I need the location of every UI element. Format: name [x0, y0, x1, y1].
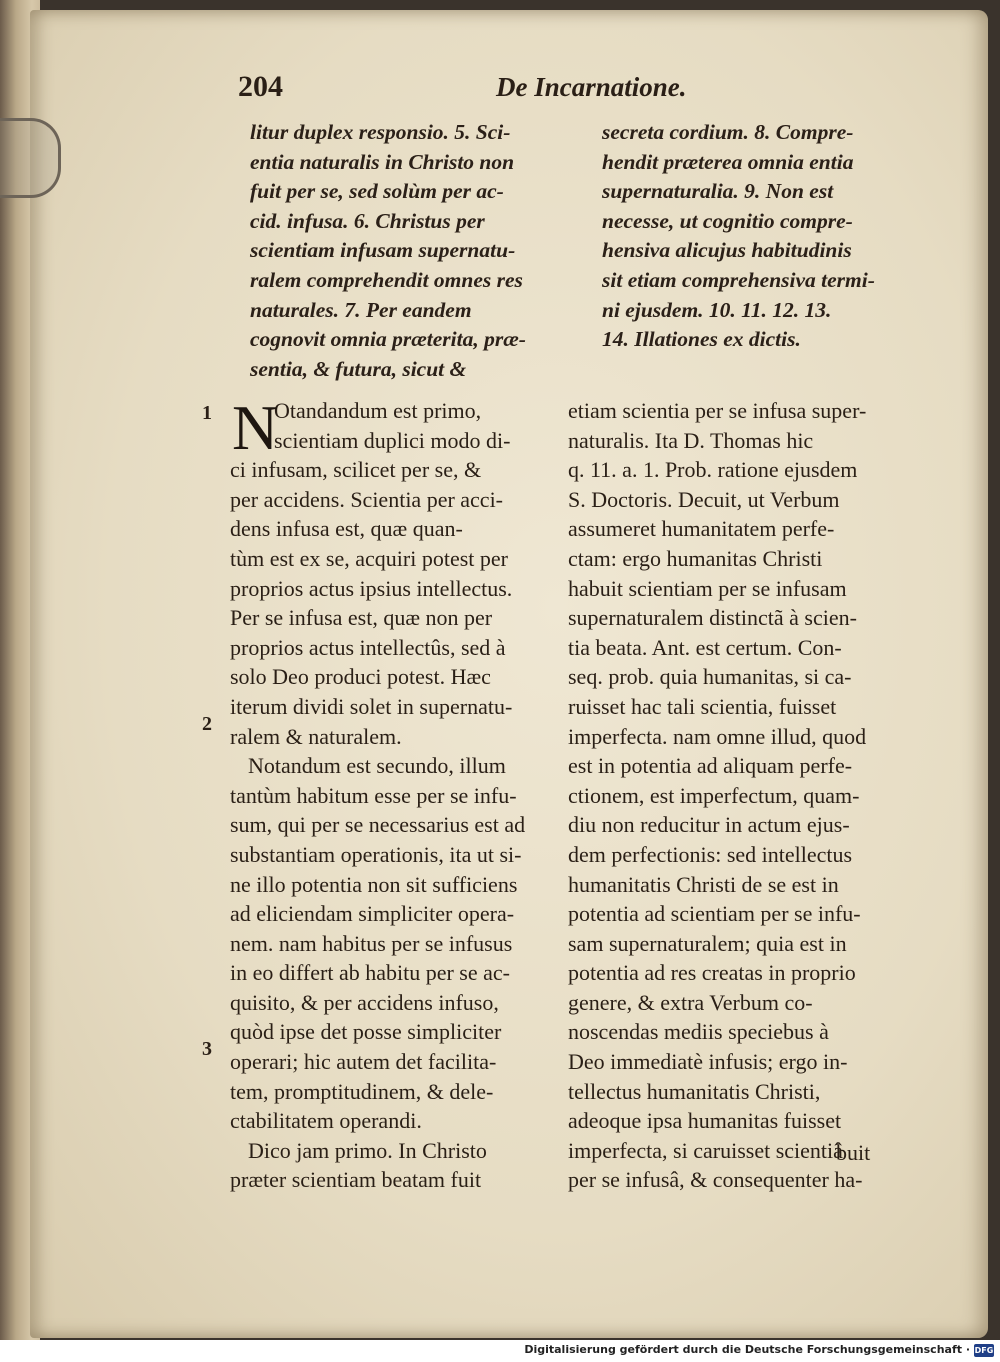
text-line: Deo immediatè infusis; ergo in-: [568, 1049, 848, 1075]
text-line: ruisset hac tali scientia, fuisset: [568, 693, 837, 719]
text-line: genere, & extra Verbum co-: [568, 989, 813, 1015]
text-line: etiam scientia per se infusa super-: [568, 398, 867, 423]
text-line: solo Deo produci potest. Hæc: [230, 664, 491, 690]
text-line: Otandandum est primo,: [274, 398, 482, 423]
text-line: seq. prob. quia humanitas, si ca-: [568, 664, 852, 690]
text-column-left: [230, 392, 542, 1195]
text-line: Per se infusa est, quæ non per: [230, 605, 493, 631]
text-line: fuit per se, sed solùm per ac-: [250, 179, 504, 204]
text-line: tùm est ex se, acquiri potest per: [230, 545, 508, 571]
page-clip: [0, 118, 61, 198]
text-line: imperfecta, si caruisset scientiâ: [568, 1137, 843, 1163]
text-line: quòd ipse det posse simpliciter: [230, 1019, 502, 1045]
text-line: tantùm habitum esse per se infu-: [230, 782, 517, 808]
text-line: entia naturalis in Christo non: [250, 149, 515, 174]
page-number: 204: [238, 70, 283, 103]
text-line: habuit scientiam per se infusam: [568, 575, 847, 601]
footer-bar: [0, 1340, 1000, 1362]
text-line: scientiam duplici modo di-: [274, 427, 511, 453]
text-line: S. Doctoris. Decuit, ut Verbum: [568, 486, 840, 512]
text-line: ctabilitatem operandi.: [230, 1108, 422, 1134]
text-line: ne illo potentia non sit sufficiens: [230, 871, 518, 897]
text-line: humanitatis Christi de se est in: [568, 871, 839, 897]
running-title: De Incarnatione.: [496, 72, 687, 102]
text-line: naturales. 7. Per eandem: [250, 297, 472, 322]
text-line: cid. infusa. 6. Christus per: [250, 208, 485, 233]
page-header: [238, 70, 908, 110]
text-line: tellectus humanitatis Christi,: [568, 1078, 821, 1104]
text-line: imperfecta. nam omne illud, quod: [568, 723, 867, 749]
text-line: assumeret humanitatem perfe-: [568, 516, 835, 542]
text-line: operari; hic autem det facilita-: [230, 1049, 497, 1075]
text-line: potentia ad scientiam per se infu-: [568, 901, 861, 927]
text-line: adeoque ipsa humanitas fuisset: [568, 1108, 842, 1134]
text-line: necesse, ut cognitio compre-: [602, 208, 853, 233]
text-line: præter scientiam beatam fuit: [230, 1167, 482, 1193]
text-line: proprios actus intellectûs, sed à: [230, 634, 506, 660]
text-line: Notandum est secundo, illum: [248, 753, 506, 779]
text-line: sit etiam comprehensiva termi-: [602, 267, 875, 292]
text-line: dem perfectionis: sed intellectus: [568, 841, 853, 867]
text-line: ralem comprehendit omnes res: [250, 267, 523, 292]
drop-cap: N: [232, 392, 279, 463]
text-line: ctam: ergo humanitas Christi: [568, 545, 823, 571]
dfg-logo: DFG: [974, 1346, 994, 1355]
text-line: hensiva alicujus habitudinis: [602, 238, 852, 263]
text-line: iterum dividi solet in supernatu-: [230, 693, 513, 719]
text-line: est in potentia ad aliquam perfe-: [568, 753, 853, 779]
text-line: ctionem, est imperfectum, quam-: [568, 782, 860, 808]
text-line: ad eliciendam simpliciter opera-: [230, 901, 515, 927]
margin-number: 1: [202, 402, 212, 424]
text-line: diu non reducitur in actum ejus-: [568, 812, 850, 838]
text-line: per accidens. Scientia per acci-: [230, 486, 504, 512]
text-line: quisito, & per accidens infuso,: [230, 989, 499, 1015]
text-line: supernaturalia. 9. Non est: [602, 179, 834, 204]
text-line: sum, qui per se necessarius est ad: [230, 812, 526, 838]
text-line: ralem & naturalem.: [230, 723, 402, 749]
text-line: noscendas mediis speciebus à: [568, 1019, 829, 1045]
text-line: secreta cordium. 8. Compre-: [602, 120, 854, 144]
text-line: litur duplex responsio. 5. Sci-: [250, 120, 511, 144]
text-line: tia beata. Ant. est certum. Con-: [568, 634, 842, 660]
summary-column-left: [250, 118, 550, 384]
margin-number: 3: [202, 1038, 212, 1060]
text-line: sam supernaturalem; quia est in: [568, 930, 847, 956]
text-line: ni ejusdem. 10. 11. 12. 13.: [602, 297, 832, 322]
text-line: Dico jam primo. In Christo: [248, 1137, 487, 1163]
text-line: q. 11. a. 1. Prob. ratione ejusdem: [568, 457, 858, 483]
text-line: ci infusam, scilicet per se, &: [230, 457, 482, 483]
text-line: naturalis. Ita D. Thomas hic: [568, 427, 814, 453]
text-line: supernaturalem distinctã à scien-: [568, 605, 857, 631]
text-line: dens infusa est, quæ quan-: [230, 516, 463, 542]
text-line: 14. Illationes ex dictis.: [602, 327, 801, 352]
text-line: per se infusâ, & consequenter ha-: [568, 1167, 863, 1193]
footer-text: Digitalisierung gefördert durch die Deutsche Forschungsgemeinschaft ·: [524, 1343, 970, 1356]
text-column-right: [568, 396, 880, 1195]
text-line: potentia ad res creatas in proprio: [568, 960, 856, 986]
text-line: in eo differt ab habitu per se ac-: [230, 960, 510, 986]
text-line: nem. nam habitus per se infusus: [230, 930, 513, 956]
summary-column-right: [602, 118, 902, 355]
catchword: buit: [836, 1140, 871, 1165]
text-line: sentia, & futura, sicut &: [250, 356, 467, 381]
text-line: scientiam infusam supernatu-: [250, 238, 516, 263]
margin-number: 2: [202, 713, 212, 735]
text-line: cognovit omnia præterita, præ-: [250, 327, 526, 352]
text-line: hendit præterea omnia entia: [602, 149, 854, 174]
text-line: tem, promptitudinem, & dele-: [230, 1078, 494, 1104]
text-line: substantiam operationis, ita ut si-: [230, 841, 522, 867]
text-line: proprios actus ipsius intellectus.: [230, 575, 513, 601]
